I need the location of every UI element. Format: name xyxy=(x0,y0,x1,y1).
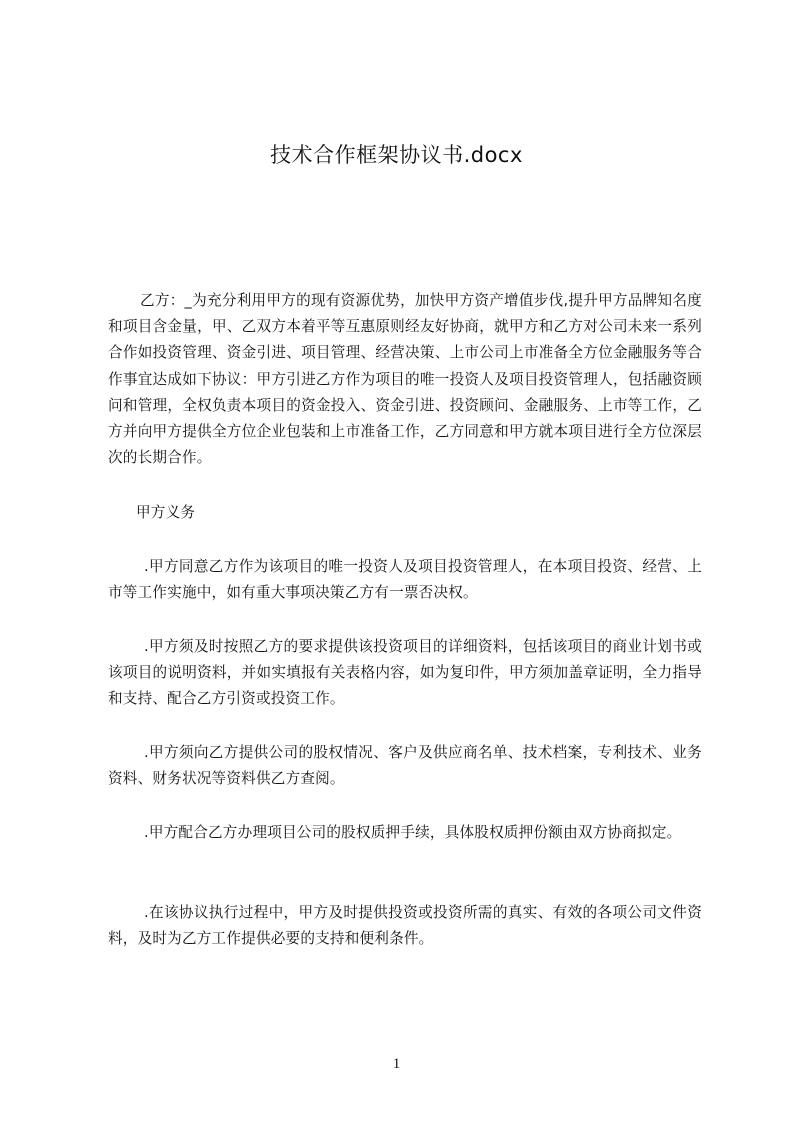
obligation-paragraph-4: .甲方配合乙方办理项目公司的股权质押手续，具体股权质押份额由双方协商拟定。 xyxy=(144,824,682,841)
obligation-paragraph-2: .甲方须及时按照乙方的要求提供该投资项目的详细资料，包括该项目的商业计划书或该项目的说明资料，并如实填报有关表格内容，如为复印件，甲方须加盖章证明，全力指导和支持、配合乙方引资或投资工作。 xyxy=(108,638,702,708)
page-number: 1 xyxy=(392,1056,401,1072)
obligation-paragraph-1: .甲方同意乙方作为该项目的唯一投资人及项目投资管理人，在本项目投资、经营、上市等工作实施中，如有重大事项决策乙方有一票否决权。 xyxy=(108,558,702,602)
section-heading: 甲方义务 xyxy=(136,504,196,521)
obligation-paragraph-3: .甲方须向乙方提供公司的股权情况、客户及供应商名单、技术档案，专利技术、业务资料、财务状况等资料供乙方查阅。 xyxy=(108,744,702,788)
obligation-paragraph-5: .在该协议执行过程中，甲方及时提供投资或投资所需的真实、有效的各项公司文件资料，及时为乙方工作提供必要的支持和便利条件。 xyxy=(108,904,702,948)
document-title: 技术合作框架协议书.docx xyxy=(270,143,523,167)
intro-paragraph: 乙方：_为充分利用甲方的现有资源优势，加快甲方资产增值步伐,提升甲方品牌知名度和项目含金量，甲、乙双方本着平等互惠原则经友好协商，就甲方和乙方对公司未来一系列合作如投资管理、资金引进、项目管理、经营决策、上市公司上市准备全方位金融服务等合作事宜达成如下协议：甲方引进乙方作为项目的唯一投资人及项目投资管理人，包括融资顾问和管理，全权负责本项目的资金投入、资金引进、投资顾问、金融服务、上市等工作，乙方并向甲方提供全方位企业包装和上市准备工作，乙方同意和甲方就本项目进行全方位深层次的长期合作。 xyxy=(108,292,702,467)
